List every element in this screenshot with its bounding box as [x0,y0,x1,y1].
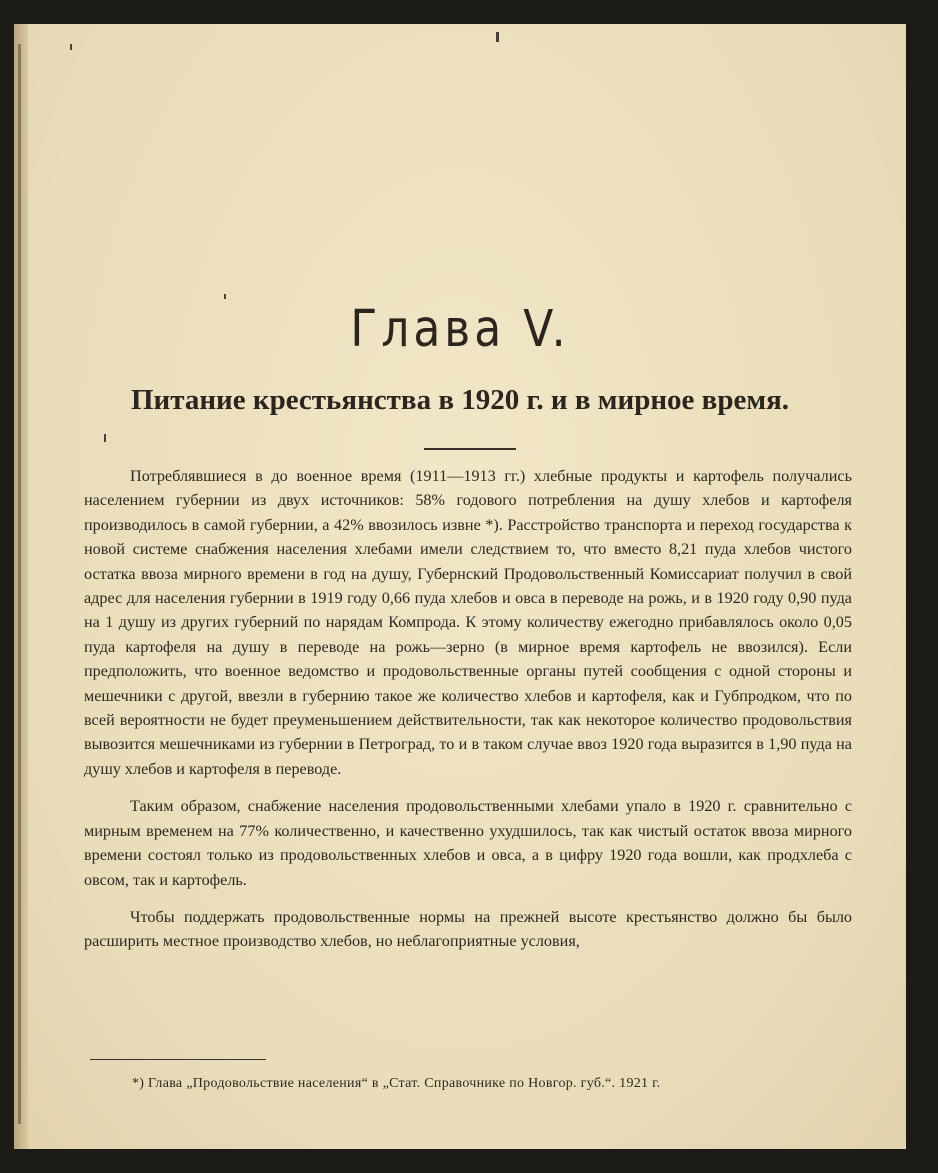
footnote: *) Глава „Продовольствие населения“ в „Стат. Справочнике по Новгор. губ.“. 1921 г. [132,1076,661,1091]
paragraph: Потреблявшиеся в до военное время (1911—1913 гг.) хлебные продукты и картофель получались населением губернии из двух источников: 58% годового потребления на душу хлебов и картофеля производилось в самой губернии, а 42% ввозилось извне *). Расстройство транспорта и переход государства к новой системе снабжения населения хлебами имели следствием то, что вместо 8,21 пуда хлебов чистого остатка ввоза мирного времени в год на душу, Губернский Продовольственный Комиссариат получил в свой адрес для населения губернии в 1919 году 0,66 пуда хлебов и овса в переводе на рожь, и в 1920 году 0,90 пуда на 1 душу из других губерний по нарядам Компрода. К этому количеству ежегодно прибавлялось около 0,05 пуда картофеля на душу в переводе на рожь—зерно (в мирное время картофель не ввозился). Если предположить, что военное ведомство и продовольственные органы путей сообщения с одной стороны и мешечники с другой, ввезли в губернию такое же количество хлебов и картофеля, как и Губпродком, что по всей вероятности не будет преуменьшением действительности, так как некоторое количество продовольствия вывозится мешечниками из губернии в Петроград, то и в таком случае ввоз 1920 года выразится в 1,90 пуда на душу хлебов и картофеля в переводе. [84,467,852,778]
ink-speck [496,32,499,42]
ink-speck [104,434,106,442]
body-text [84,464,852,967]
chapter-title: Глава V. [350,300,570,359]
title-divider [424,448,516,450]
footnote-divider [90,1059,266,1060]
ink-speck [70,44,72,50]
book-page [14,24,906,1149]
chapter-subtitle: Питание крестьянства в 1920 г. и в мирное время. [130,384,790,416]
binding-shadow [18,44,21,1124]
paragraph: Чтобы поддержать продовольственные нормы на прежней высоте крестьянство должно бы было расширить местное производство хлебов, но неблагоприятные условия, [84,907,852,951]
page-spine-edge [14,24,28,1149]
ink-speck [224,294,226,299]
paragraph: Таким образом, снабжение населения продовольственными хлебами упало в 1920 г. сравнительно с мирным временем на 77% количественно, и качественно ухудшилось, так как чистый остаток ввоза мирного времени состоял только из продовольственных хлебов и овса, а в цифру 1920 года вошли, как продхлеба с овсом, так и картофель. [84,797,852,889]
